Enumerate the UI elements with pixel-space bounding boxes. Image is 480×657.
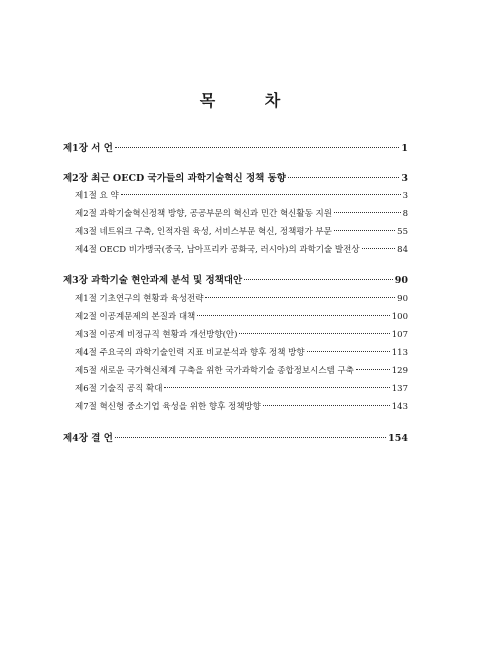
toc-chapter-3[interactable] bbox=[63, 272, 408, 286]
dot-leader bbox=[334, 212, 401, 213]
toc-section[interactable] bbox=[63, 310, 408, 322]
toc-label: 제1절 요 약 bbox=[75, 191, 119, 201]
toc-section[interactable] bbox=[63, 243, 408, 255]
toc-page-number: 90 bbox=[397, 294, 408, 304]
toc-page-number: 129 bbox=[391, 366, 408, 376]
toc-chapter-2[interactable] bbox=[63, 170, 408, 184]
toc-page-number: 3 bbox=[402, 191, 408, 201]
dot-leader bbox=[334, 230, 395, 231]
toc-section[interactable] bbox=[63, 207, 408, 219]
toc-label: 제6절 기술직 공직 확대 bbox=[75, 384, 163, 394]
dot-leader bbox=[164, 387, 389, 388]
toc-chapter-1[interactable] bbox=[63, 140, 408, 154]
toc-label: 제2절 이공계문제의 본질과 대책 bbox=[75, 312, 196, 322]
toc-label: 제4절 주요국의 과학기술인력 지표 비교분석과 향후 정책 방향 bbox=[75, 348, 305, 358]
toc-page-number: 154 bbox=[388, 433, 408, 444]
dot-leader bbox=[115, 147, 399, 148]
dot-leader bbox=[239, 333, 389, 334]
dot-leader bbox=[362, 248, 396, 249]
dot-leader bbox=[115, 437, 386, 438]
toc-label: 제2절 과학기술혁신정책 방향, 공공부문의 혁신과 민간 혁신활동 지원 bbox=[75, 209, 332, 219]
dot-leader bbox=[205, 297, 395, 298]
toc-section[interactable] bbox=[63, 400, 408, 412]
toc-label: 제1장 서 언 bbox=[63, 143, 113, 154]
dot-leader bbox=[263, 405, 390, 406]
toc-page-number: 143 bbox=[391, 402, 408, 412]
toc-label: 제4장 결 언 bbox=[63, 433, 113, 444]
toc-section[interactable] bbox=[63, 292, 408, 304]
toc-section[interactable] bbox=[63, 346, 408, 358]
dot-leader bbox=[197, 315, 390, 316]
dot-leader bbox=[307, 351, 390, 352]
toc-section[interactable] bbox=[63, 328, 408, 340]
toc-page-number: 100 bbox=[391, 312, 408, 322]
toc-section[interactable] bbox=[63, 382, 408, 394]
toc-label: 제5절 새로운 국가혁신체계 구축을 위한 국가과학기술 종합정보시스템 구축 bbox=[75, 366, 354, 376]
toc-label: 제4절 OECD 비가맹국(중국, 남아프리카 공화국, 러시아)의 과학기술 발전상 bbox=[75, 245, 360, 255]
toc-label: 제1절 기초연구의 현황과 육성전략 bbox=[75, 294, 204, 304]
dot-leader bbox=[288, 177, 399, 178]
toc-section[interactable] bbox=[63, 225, 408, 237]
toc-label: 제3절 네트워크 구축, 인적자원 육성, 서비스부문 혁신, 정책평가 부문 bbox=[75, 227, 332, 237]
toc-page-number: 1 bbox=[401, 143, 408, 154]
toc-page-number: 8 bbox=[402, 209, 408, 219]
toc-label: 제7절 혁신형 중소기업 육성을 위한 향후 정책방향 bbox=[75, 402, 261, 412]
toc-page-number: 113 bbox=[391, 348, 408, 358]
toc-page-number: 55 bbox=[397, 227, 408, 237]
toc-label: 제2장 최근 OECD 국가들의 과학기술혁신 정책 동향 bbox=[63, 173, 286, 184]
toc-page-number: 84 bbox=[397, 245, 408, 255]
page-title: 목 차 bbox=[199, 91, 303, 110]
toc-page-number: 107 bbox=[391, 330, 408, 340]
toc-page-number: 137 bbox=[391, 384, 408, 394]
toc-section[interactable] bbox=[63, 189, 408, 201]
toc-label: 제3장 과학기술 현안과제 분석 및 정책대안 bbox=[63, 275, 243, 286]
toc-chapter-4[interactable] bbox=[63, 430, 408, 444]
dot-leader bbox=[356, 369, 390, 370]
toc-section[interactable] bbox=[63, 364, 408, 376]
toc-page-number: 3 bbox=[401, 173, 408, 184]
toc-page-number: 90 bbox=[394, 275, 408, 286]
toc-label: 제3절 이공계 비정규직 현황과 개선방향(안) bbox=[75, 330, 238, 340]
dot-leader bbox=[121, 194, 401, 195]
dot-leader bbox=[244, 279, 393, 280]
